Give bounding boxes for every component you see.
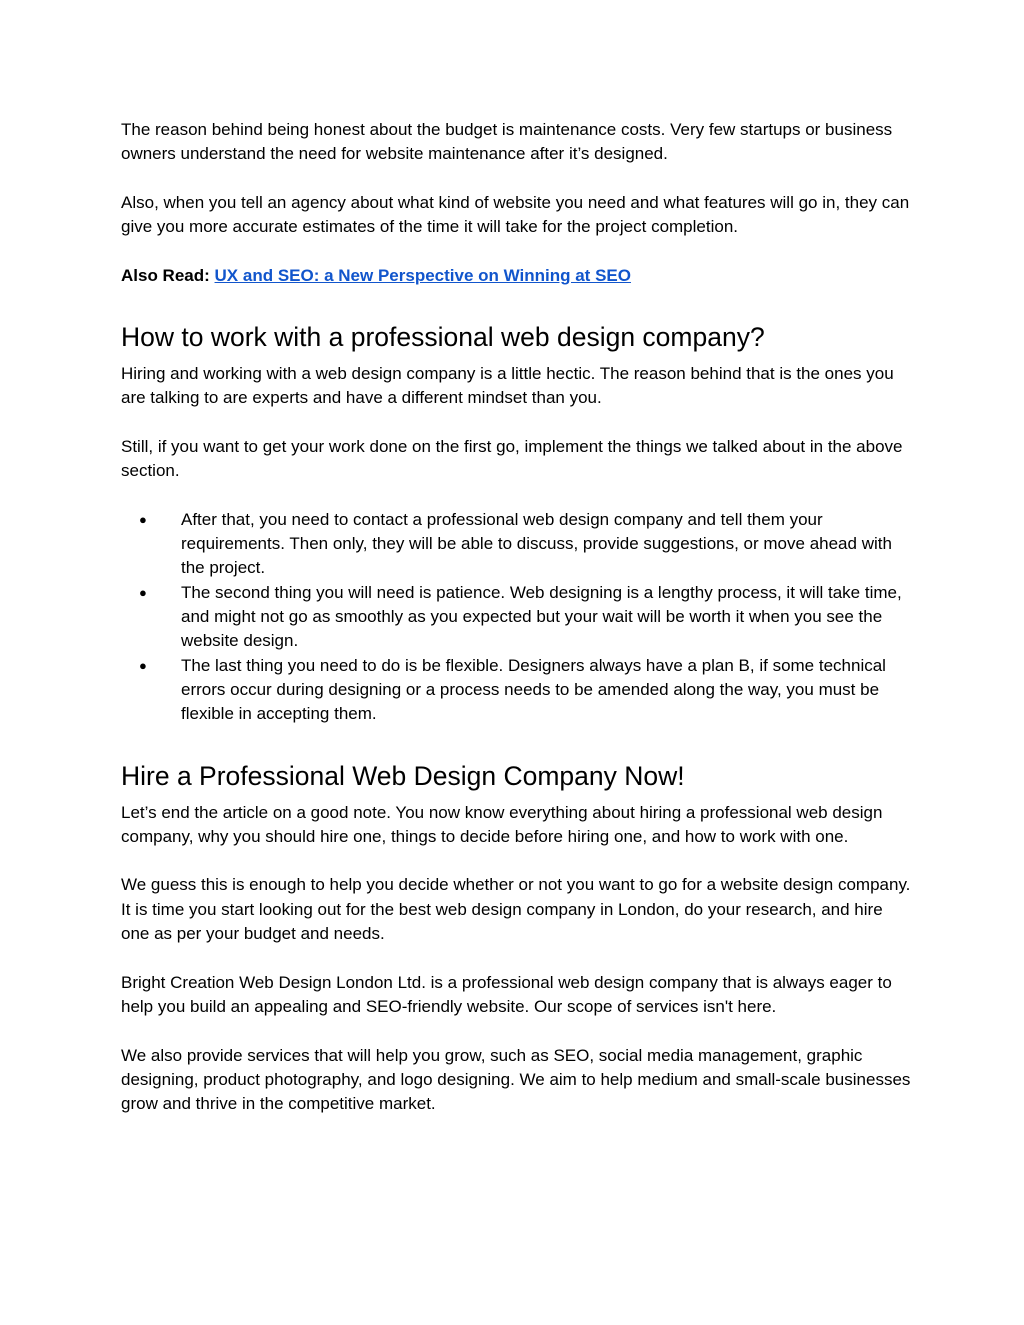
list-item-text: The last thing you need to do is be flexible. Designers always have a plan B, if some technical errors occur during designing or a process needs to be amended along the way, you must be flexible in accepting them.	[181, 655, 886, 724]
also-read-label: Also Read:	[121, 265, 210, 285]
list-item	[121, 581, 911, 654]
bullet-icon: ●	[139, 584, 147, 600]
section1-paragraph-2: Still, if you want to get your work done on the first go, implement the things we talked about in the above section.	[121, 436, 903, 481]
section1-bullet-list	[121, 508, 911, 727]
document-page	[121, 118, 911, 1116]
section2-paragraph-2: We guess this is enough to help you decide whether or not you want to go for a website design company. It is time you start looking out for the best web design company in London, do your research, and hire one as per your budget and needs.	[121, 875, 911, 944]
bullet-icon: ●	[139, 511, 147, 527]
section1-paragraph-1: Hiring and working with a web design company is a little hectic. The reason behind that is the ones you are talking to are experts and have a different mindset than you.	[121, 364, 894, 408]
section2-paragraph-4: We also provide services that will help you grow, such as SEO, social media management, graphic designing, product photography, and logo designing. We aim to help medium and small-scale businesses grow and thrive in the competitive market.	[121, 1045, 911, 1114]
list-item	[121, 508, 911, 581]
section-heading-hire-company: Hire a Professional Web Design Company Now!	[121, 760, 685, 791]
bullet-icon: ●	[139, 657, 147, 673]
also-read-line	[121, 264, 911, 288]
section2-paragraph-3: Bright Creation Web Design London Ltd. is a professional web design company that is always eager to help you build an appealing and SEO-friendly website. Our scope of services isn't here.	[121, 972, 892, 1016]
section-heading-work-with-company: How to work with a professional web design company?	[121, 322, 765, 353]
list-item	[121, 654, 911, 727]
also-read-link[interactable]: UX and SEO: a New Perspective on Winning at SEO	[214, 265, 631, 285]
list-item-text: After that, you need to contact a professional web design company and tell them your requirements. Then only, they will be able to discuss, provide suggestions, or move ahead with the project.	[181, 509, 892, 578]
paragraph-intro-1: The reason behind being honest about the budget is maintenance costs. Very few startups or business owners understand the need for website maintenance after it’s designed.	[121, 120, 893, 164]
section2-paragraph-1: Let’s end the article on a good note. You now know everything about hiring a professional web design company, why you should hire one, things to decide before hiring one, and how to work with one.	[121, 802, 883, 846]
list-item-text: The second thing you will need is patience. Web designing is a lengthy process, it will take time, and might not go as smoothly as you expected but your wait will be worth it when you see the website design.	[181, 582, 902, 651]
paragraph-intro-2: Also, when you tell an agency about what kind of website you need and what features will go in, they can give you more accurate estimates of the time it will take for the project completion.	[121, 192, 910, 237]
